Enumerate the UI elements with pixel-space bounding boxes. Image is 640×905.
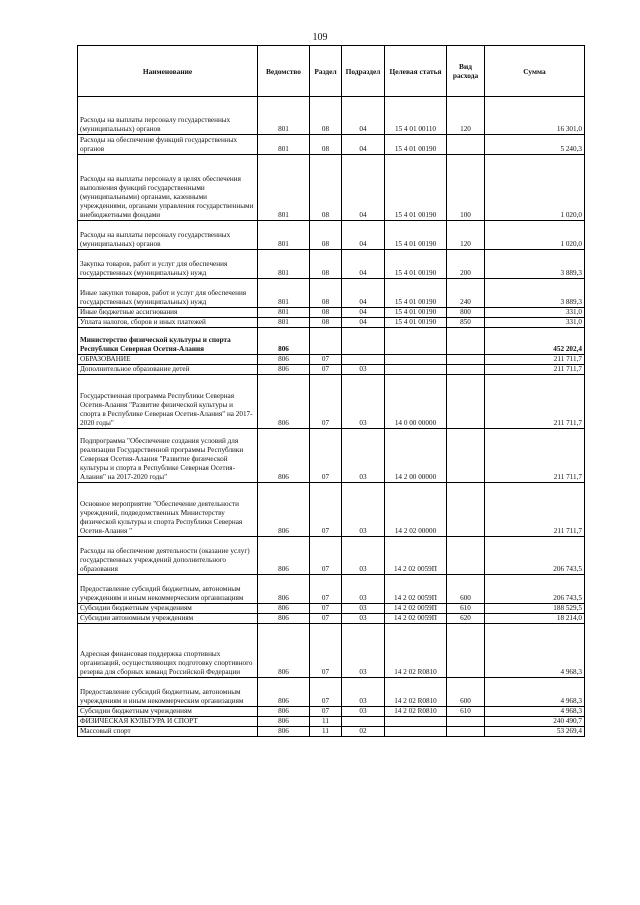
table-cell-razdel: 07: [310, 678, 342, 707]
table-cell-razdel: 07: [310, 624, 342, 678]
table-cell-vid: 240: [447, 279, 485, 308]
table-cell-razdel: 07: [310, 707, 342, 717]
table-cell-razdel: 11: [310, 727, 342, 737]
table-cell-podrazdel: 04: [342, 308, 385, 318]
table-cell-razdel: 08: [310, 318, 342, 328]
table-cell-target: [385, 328, 447, 355]
table-row: [78, 279, 585, 308]
table-cell-sum: 4 968,3: [485, 624, 585, 678]
table-cell-vedomstvo: 806: [258, 365, 310, 375]
table-cell-vid: [447, 375, 485, 429]
table-cell-vedomstvo: 806: [258, 537, 310, 575]
table-cell-vedomstvo: 806: [258, 328, 310, 355]
header-vid: Вид расхода: [447, 46, 485, 97]
table-cell-vedomstvo: 806: [258, 707, 310, 717]
table-cell-vid: [447, 483, 485, 537]
table-cell-vid: 800: [447, 308, 485, 318]
table-cell-vid: [447, 717, 485, 727]
table-cell-vid: 100: [447, 155, 485, 221]
table-cell-name: Государственная программа Республики Северная Осетия-Алания "Развитие физической культуры и спорта в Республике Северная Осетия-Алания" на 2017-2020 годы": [78, 375, 258, 429]
table-cell-vedomstvo: 806: [258, 575, 310, 604]
table-row: [78, 483, 585, 537]
table-cell-target: 15 4 01 00190: [385, 135, 447, 155]
table-row: [78, 429, 585, 483]
table-cell-podrazdel: 03: [342, 707, 385, 717]
table-cell-vedomstvo: 806: [258, 429, 310, 483]
table-cell-sum: 5 240,3: [485, 135, 585, 155]
table-cell-vedomstvo: 801: [258, 155, 310, 221]
table-cell-sum: 4 968,3: [485, 707, 585, 717]
table-row: [78, 537, 585, 575]
table-cell-vid: [447, 429, 485, 483]
table-cell-vid: [447, 537, 485, 575]
table-cell-sum: 18 214,0: [485, 614, 585, 624]
header-vedomstvo: Ведомство: [258, 46, 310, 97]
table-cell-razdel: 07: [310, 365, 342, 375]
table-cell-vedomstvo: 806: [258, 375, 310, 429]
table-cell-target: 14 0 00 00000: [385, 375, 447, 429]
table-cell-podrazdel: 03: [342, 614, 385, 624]
table-cell-razdel: 07: [310, 429, 342, 483]
table-cell-target: [385, 355, 447, 365]
table-cell-target: 14 2 02 R0810: [385, 678, 447, 707]
table-cell-name: Расходы на выплаты персоналу в целях обеспечения выполнения функций государственными (муниципальными) органами, казенными учреждениями, органами управления государственными внебюджетными фондами: [78, 155, 258, 221]
table-cell-sum: 331,0: [485, 318, 585, 328]
table-cell-name: Субсидии бюджетным учреждениям: [78, 604, 258, 614]
table-cell-podrazdel: 03: [342, 483, 385, 537]
table-cell-podrazdel: 04: [342, 155, 385, 221]
header-podrazdel: Подраздел: [342, 46, 385, 97]
table-cell-name: Адресная финансовая поддержка спортивных организаций, осуществляющих подготовку спортивного резерва для сборных команд Российской Федерации: [78, 624, 258, 678]
table-cell-podrazdel: 03: [342, 365, 385, 375]
table-row: [78, 678, 585, 707]
table-cell-podrazdel: [342, 355, 385, 365]
table-cell-name: Министерство физической культуры и спорта Республики Северная Осетия-Алания: [78, 328, 258, 355]
table-cell-razdel: 08: [310, 135, 342, 155]
table-cell-podrazdel: 04: [342, 250, 385, 279]
table-cell-target: 15 4 01 00190: [385, 279, 447, 308]
table-row: [78, 365, 585, 375]
table-cell-podrazdel: 04: [342, 279, 385, 308]
table-cell-name: Расходы на выплаты персоналу государственных (муниципальных) органов: [78, 221, 258, 250]
table-cell-podrazdel: 03: [342, 429, 385, 483]
table-cell-name: Уплата налогов, сборов и иных платежей: [78, 318, 258, 328]
table-cell-sum: 211 711,7: [485, 375, 585, 429]
page-number: 109: [312, 32, 328, 43]
table-cell-target: 14 2 02 0059П: [385, 537, 447, 575]
table-cell-vedomstvo: 801: [258, 221, 310, 250]
table-row: [78, 614, 585, 624]
table-cell-name: ФИЗИЧЕСКАЯ КУЛЬТУРА И СПОРТ: [78, 717, 258, 727]
table-cell-podrazdel: 03: [342, 375, 385, 429]
table-cell-vid: [447, 727, 485, 737]
table-cell-vid: 610: [447, 707, 485, 717]
table-cell-sum: 3 889,3: [485, 250, 585, 279]
table-cell-vedomstvo: 801: [258, 308, 310, 318]
table-row: [78, 355, 585, 365]
table-cell-name: Расходы на выплаты персоналу государственных (муниципальных) органов: [78, 97, 258, 135]
table-row: [78, 727, 585, 737]
header-sum: Сумма: [485, 46, 585, 97]
table-cell-sum: 331,0: [485, 308, 585, 318]
table-cell-podrazdel: 04: [342, 135, 385, 155]
table-cell-sum: 53 269,4: [485, 727, 585, 737]
table-cell-target: 15 4 01 00190: [385, 308, 447, 318]
table-cell-target: 15 4 01 00110: [385, 97, 447, 135]
table-cell-name: Расходы на обеспечение функций государственных органов: [78, 135, 258, 155]
table-cell-podrazdel: 03: [342, 624, 385, 678]
table-header-row: [78, 46, 585, 97]
table-cell-razdel: 07: [310, 483, 342, 537]
table-row: [78, 250, 585, 279]
table-cell-razdel: 07: [310, 375, 342, 429]
table-cell-vid: [447, 365, 485, 375]
table-cell-podrazdel: 03: [342, 604, 385, 614]
table-cell-razdel: 07: [310, 575, 342, 604]
table-cell-razdel: 08: [310, 97, 342, 135]
table-cell-vedomstvo: 806: [258, 483, 310, 537]
table-cell-razdel: 07: [310, 537, 342, 575]
table-row: [78, 624, 585, 678]
table-cell-sum: 211 711,7: [485, 355, 585, 365]
table-cell-sum: 16 301,0: [485, 97, 585, 135]
table-row: [78, 318, 585, 328]
table-cell-name: Предоставление субсидий бюджетным, автономным учреждениям и иным некоммерческим организациям: [78, 575, 258, 604]
table-cell-vid: 610: [447, 604, 485, 614]
table-cell-vid: 120: [447, 97, 485, 135]
table-cell-sum: 211 711,7: [485, 483, 585, 537]
table-cell-razdel: 08: [310, 155, 342, 221]
table-cell-podrazdel: [342, 717, 385, 727]
table-cell-vedomstvo: 806: [258, 727, 310, 737]
table-cell-sum: 1 020,0: [485, 221, 585, 250]
table-cell-vedomstvo: 806: [258, 717, 310, 727]
table-cell-razdel: [310, 328, 342, 355]
table-row: [78, 328, 585, 355]
table-cell-sum: 211 711,7: [485, 429, 585, 483]
table-cell-vid: 620: [447, 614, 485, 624]
table-cell-razdel: 08: [310, 250, 342, 279]
budget-table: [77, 45, 585, 737]
table-cell-name: Субсидии бюджетным учреждениям: [78, 707, 258, 717]
table-row: [78, 707, 585, 717]
table-cell-sum: 3 889,3: [485, 279, 585, 308]
table-cell-target: 15 4 01 00190: [385, 318, 447, 328]
table-cell-podrazdel: 04: [342, 221, 385, 250]
table-row: [78, 135, 585, 155]
table-cell-target: 15 4 01 00190: [385, 250, 447, 279]
table-cell-name: ОБРАЗОВАНИЕ: [78, 355, 258, 365]
header-name: Наименование: [78, 46, 258, 97]
table-cell-sum: 240 490,7: [485, 717, 585, 727]
table-row: [78, 97, 585, 135]
table-cell-podrazdel: 02: [342, 727, 385, 737]
table-cell-vedomstvo: 806: [258, 614, 310, 624]
table-cell-razdel: 08: [310, 308, 342, 318]
table-cell-vid: 200: [447, 250, 485, 279]
table-cell-podrazdel: 04: [342, 97, 385, 135]
table-cell-podrazdel: 03: [342, 678, 385, 707]
table-cell-podrazdel: 04: [342, 318, 385, 328]
table-row: [78, 604, 585, 614]
table-cell-vid: [447, 624, 485, 678]
header-target: Целевая статья: [385, 46, 447, 97]
table-cell-podrazdel: [342, 328, 385, 355]
table-cell-target: 15 4 01 00190: [385, 221, 447, 250]
table-cell-target: 15 4 01 00190: [385, 155, 447, 221]
table-cell-target: 14 2 02 R0810: [385, 707, 447, 717]
table-cell-name: Массовый спорт: [78, 727, 258, 737]
table-cell-vedomstvo: 806: [258, 624, 310, 678]
table-cell-vid: 600: [447, 678, 485, 707]
table-cell-vedomstvo: 806: [258, 678, 310, 707]
table-cell-target: [385, 365, 447, 375]
table-row: [78, 308, 585, 318]
table-cell-name: Иные бюджетные ассигнования: [78, 308, 258, 318]
table-cell-sum: 1 020,0: [485, 155, 585, 221]
table-cell-razdel: 07: [310, 604, 342, 614]
table-cell-razdel: 08: [310, 221, 342, 250]
table-cell-podrazdel: 03: [342, 537, 385, 575]
table-cell-sum: 4 968,3: [485, 678, 585, 707]
table-row: [78, 221, 585, 250]
table-cell-sum: 452 202,4: [485, 328, 585, 355]
header-razdel: Раздел: [310, 46, 342, 97]
table-cell-razdel: 11: [310, 717, 342, 727]
table-cell-name: Субсидии автономным учреждениям: [78, 614, 258, 624]
table-cell-name: Основное мероприятие "Обеспечение деятельности учреждений, подведомственных Министерству физической культуры и спорта Республики Северная Осетия-Алания ": [78, 483, 258, 537]
table-cell-name: Закупка товаров, работ и услуг для обеспечения государственных (муниципальных) нужд: [78, 250, 258, 279]
table-cell-vid: 600: [447, 575, 485, 604]
table-row: [78, 375, 585, 429]
table-row: [78, 155, 585, 221]
table-cell-sum: 188 529,5: [485, 604, 585, 614]
table-cell-vid: 850: [447, 318, 485, 328]
table-cell-target: [385, 727, 447, 737]
table-cell-vedomstvo: 801: [258, 318, 310, 328]
table-cell-sum: 206 743,5: [485, 537, 585, 575]
table-cell-vedomstvo: 801: [258, 97, 310, 135]
table-cell-target: 14 2 00 00000: [385, 429, 447, 483]
table-cell-target: [385, 717, 447, 727]
table-cell-vedomstvo: 801: [258, 250, 310, 279]
table-cell-name: Расходы на обеспечение деятельности (оказание услуг) государственных учреждений дополнительного образования: [78, 537, 258, 575]
table-cell-vid: 120: [447, 221, 485, 250]
table-cell-target: 14 2 02 0059П: [385, 575, 447, 604]
table-cell-sum: 206 743,5: [485, 575, 585, 604]
table-cell-podrazdel: 03: [342, 575, 385, 604]
table-cell-vedomstvo: 806: [258, 604, 310, 614]
table-cell-target: 14 2 02 R0810: [385, 624, 447, 678]
table-cell-name: Иные закупки товаров, работ и услуг для обеспечения государственных (муниципальных) нужд: [78, 279, 258, 308]
table-cell-name: Подпрограмма "Обеспечение создания условий для реализации Государственной программы Республики Северная Осетия-Алания "Развитие физической культуры и спорта в Республике Северная Осетия-Алания" на 2017-2020 годы": [78, 429, 258, 483]
table-cell-target: 14 2 02 0059П: [385, 604, 447, 614]
table-cell-vid: [447, 328, 485, 355]
table-cell-razdel: 08: [310, 279, 342, 308]
table-cell-name: Предоставление субсидий бюджетным, автономным учреждениям и иным некоммерческим организациям: [78, 678, 258, 707]
table-cell-vid: [447, 135, 485, 155]
table-cell-name: Дополнительное образование детей: [78, 365, 258, 375]
table-cell-target: 14 2 02 0059П: [385, 614, 447, 624]
table-cell-vedomstvo: 801: [258, 135, 310, 155]
table-row: [78, 717, 585, 727]
table-cell-target: 14 2 02 00000: [385, 483, 447, 537]
table-cell-razdel: 07: [310, 614, 342, 624]
table-cell-vedomstvo: 801: [258, 279, 310, 308]
table-cell-vedomstvo: 806: [258, 355, 310, 365]
table-cell-razdel: 07: [310, 355, 342, 365]
table-row: [78, 575, 585, 604]
table-cell-vid: [447, 355, 485, 365]
table-cell-sum: 211 711,7: [485, 365, 585, 375]
